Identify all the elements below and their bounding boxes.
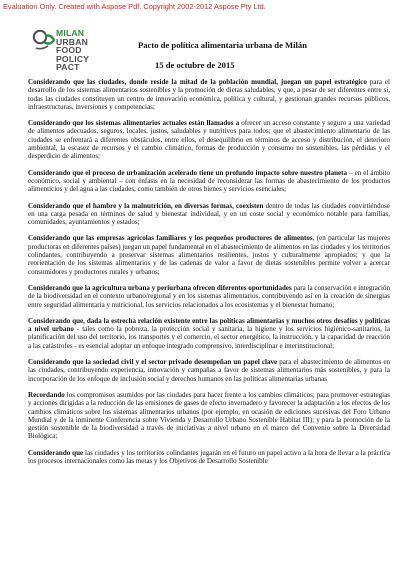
milan-urban-food-policy-pact-logo <box>32 28 112 73</box>
paragraph <box>28 284 390 309</box>
paragraph <box>28 391 390 441</box>
paragraph-lead: Recordando <box>28 390 65 399</box>
paragraph <box>28 358 390 383</box>
document-body <box>28 78 390 473</box>
evaluation-watermark: Evaluation Only. Created with Aspose Pdf. Copyright 2002-2012 Aspose Pty Ltd. <box>3 2 266 11</box>
paragraph-text: las ciudades y los territorios colindantes jugarán en el futuro un papel activo a la hora de llevar a la práctica los procesos internacionales como las metas y los Objetivos de Desarrollo Sostenible <box>28 448 390 465</box>
paragraph-lead: Considerando que <box>28 448 84 457</box>
paragraph-lead: Considerando que la agricultura urbana y periurbana ofrecen diferentes oportunidades <box>28 283 292 292</box>
paragraph <box>28 202 390 227</box>
paragraph-text: – en el ámbito económico, social y ambiental – con énfasis en la necesidad de reconsiderar las formas de abastecimiento de los productos alimenticios y del agua a las ciudades, como también de otros bienes y servicios esenciales; <box>28 168 390 194</box>
paragraph <box>28 317 390 350</box>
logo-line-urban: URBAN <box>56 36 89 47</box>
paragraph-text: para la conservación e integración de la biodiversidad en el contexto urbano/regional y en los sistemas alimentarios, contribuyendo así en la creación de sinergias entre seguridad alimentaria y nutricional, los servicios relacionados a los ecosistemas y el bienestar humano; <box>28 283 390 309</box>
document-date: 15 de octubre de 2015 <box>155 60 235 70</box>
logo-line-milan: MILAN <box>56 28 85 38</box>
paragraph-lead: Considerando que el proceso de urbanización acelerado tiene un profundo impacto sobre nuestro planeta <box>28 168 348 177</box>
paragraph-text: ofrecer un acceso constante y seguro a una variedad de alimentos adecuados, seguros, locales, justos, saludables y nutritivos para todos; que el abastecimiento alimentario de las ciudades se enfrentará a diferentes obstáculos, entre ellos, el desequilibrio en términos de acceso y distribución, el deterioro ambiental, la escasez de recursos y el cambio climático, formas de producción y consumo no sostenibles, las pérdidas y el desperdicio de alimentos; <box>28 119 390 161</box>
paragraph-lead: Considerando que el hambre y la malnutrición, en diversas formas, coexisten <box>28 201 264 210</box>
paragraph <box>28 234 390 275</box>
paragraph <box>28 119 390 160</box>
logo-emblem-icon <box>32 28 56 52</box>
logo-line-policy: POLICY <box>56 53 90 64</box>
paragraph-lead: Considerando que los sistemas alimentarios actuales están llamados a <box>28 119 240 128</box>
paragraph-text: para el desarrollo de los sistemas alimentarios sostenibles y la promoción de dietas saludables, y que, a pesar de ser diferentes entre sí, todas las ciudades constituyen un centro de innovación económica, política y cultural, y gestionan grandes recursos públicos, infraestructuras, inversiones y competencias; <box>28 78 390 111</box>
paragraph-text: dentro de todas las ciudades convirtiéndose en una carga pesada en términos de salud y bienestar individual, y en un coste social y económico notable para familias, comunidades, ayuntamientos y estados; <box>28 201 390 227</box>
paragraph-text: para el abastecimiento de alimentos en las ciudades, contribuyendo experiencia, innovación y campañas a favor de sistemas alimentarios más sostenibles, y para la incorporación de los enfoque de inclusión social y derechos humanos en las políticas alimentarias urbanas <box>28 358 390 383</box>
paragraph <box>28 449 390 466</box>
paragraph-lead: Considerando que las ciudades, donde reside la mitad de la población mundial, juegan un papel estratégico <box>28 78 367 86</box>
paragraph <box>28 78 390 111</box>
paragraph-lead: Considerando que las empresas agrícolas familiares y los pequeños productores de alimentos <box>28 234 313 243</box>
paragraph-text: - tales como la pobreza, la protección social y sanitaria, la higiene y los servicios higiénico-sanitarios, la planificación del uso del territorio, los transportes y el comercio, el sector energético, la instrucción, y la capacidad de reacción a las catástrofes - es esencial adoptar un enfoque integrado comprensivo, interdisciplinar e interinstitucional; <box>28 325 391 350</box>
paragraph-lead: Considerando que, dada la estrecha relación existente entre las políticas alimentarias y muchos otros desafíos y políticas a nivel urbano <box>28 316 390 334</box>
document-title: Pacto de política alimentaria urbana de Milán <box>138 40 308 50</box>
paragraph-text: los compromisos asumidos por las ciudades para hacer frente a los cambios climáticos; para promover estrategias y acciones dirigidas a la reducción de las emisiones de gases de efecto invernadero y favorecer la adaptación a los efectos de los cambios climáticos sobre los sistemas alimentarios urbanos (por ejemplo, en ocasión de ediciones sucesivas del Foro Urbano Mundial y de la inminente Conferencia sobre Vivienda y Desarrollo Urbano Sostenible Habitat III); y para la promoción de la gestión sostenible de la biodiversidad a través de iniciativas a nivel urbano en el marco del Convenio sobre la Diversidad Biológica; <box>28 390 390 441</box>
logo-line-food: FOOD <box>56 45 82 56</box>
paragraph-lead: Considerando que la sociedad civil y el sector privado desempeñan un papel clave <box>28 358 278 367</box>
paragraph-text: , (en particular las mujeres productoras en diferentes países) juegan un papel fundamental en el abastecimiento de alimentos en las ciudades y los territorios colindantes, contribuyendo a preservar sistemas alimentarios resilientes, justos y culturalmente apropiados; y que la reorientación de los sistemas alimentarios y de las cadenas de valor a favor de dietas sostenibles permite volver a acercar consumidores y productores rurales y urbanos; <box>28 234 391 276</box>
logo-line-pact: PACT <box>56 62 80 73</box>
paragraph <box>28 169 390 194</box>
